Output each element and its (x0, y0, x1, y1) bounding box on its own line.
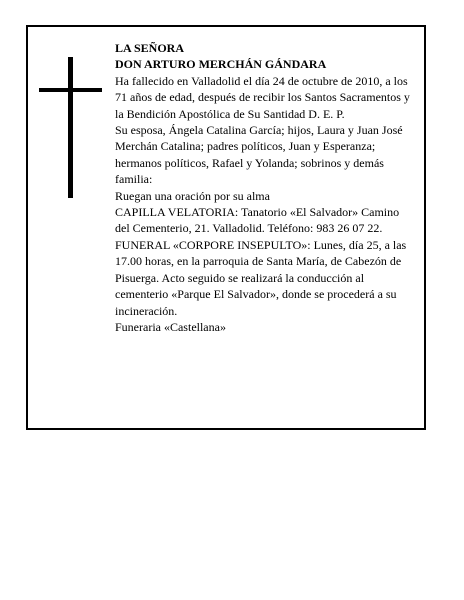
funeral-home: Funeraria «Castellana» (115, 319, 226, 334)
family-list: Su esposa, Ángela Catalina García; hijos, Laura y Juan José Merchán Catalina; padres políticos, Juan y Esperanza; hermanos políticos, Rafael y Yolanda; sobrinos y demás familia: (115, 123, 403, 187)
cross-icon-crossbar (39, 88, 102, 92)
cross-icon (68, 57, 73, 198)
deceased-name: DON ARTURO MERCHÁN GÁNDARA (115, 57, 327, 72)
wake-chapel-info: CAPILLA VELATORIA: Tanatorio «El Salvador» Camino del Cementerio, 21. Valladolid. Teléfono: 983 26 07 22. (115, 205, 400, 236)
prayer-request: Ruegan una oración por su alma (115, 188, 270, 203)
death-announcement: Ha fallecido en Valladolid el día 24 de octubre de 2010, a los 71 años de edad, después de recibir los Santos Sacramentos y la Bendición Apostólica de Su Santidad D. E. P. (115, 73, 410, 121)
funeral-info: FUNERAL «CORPORE INSEPULTO»: Lunes, día 25, a las 17.00 horas, en la parroquia de Santa María, de Cabezón de Pisuerga. Acto seguido se realizará la conducción al cementerio «Parque El Salvador», donde se procederá a su incineración. (115, 237, 407, 318)
obituary-notice (26, 25, 426, 430)
notice-body (115, 40, 415, 335)
notice-title-line1: LA SEÑORA (115, 41, 185, 55)
